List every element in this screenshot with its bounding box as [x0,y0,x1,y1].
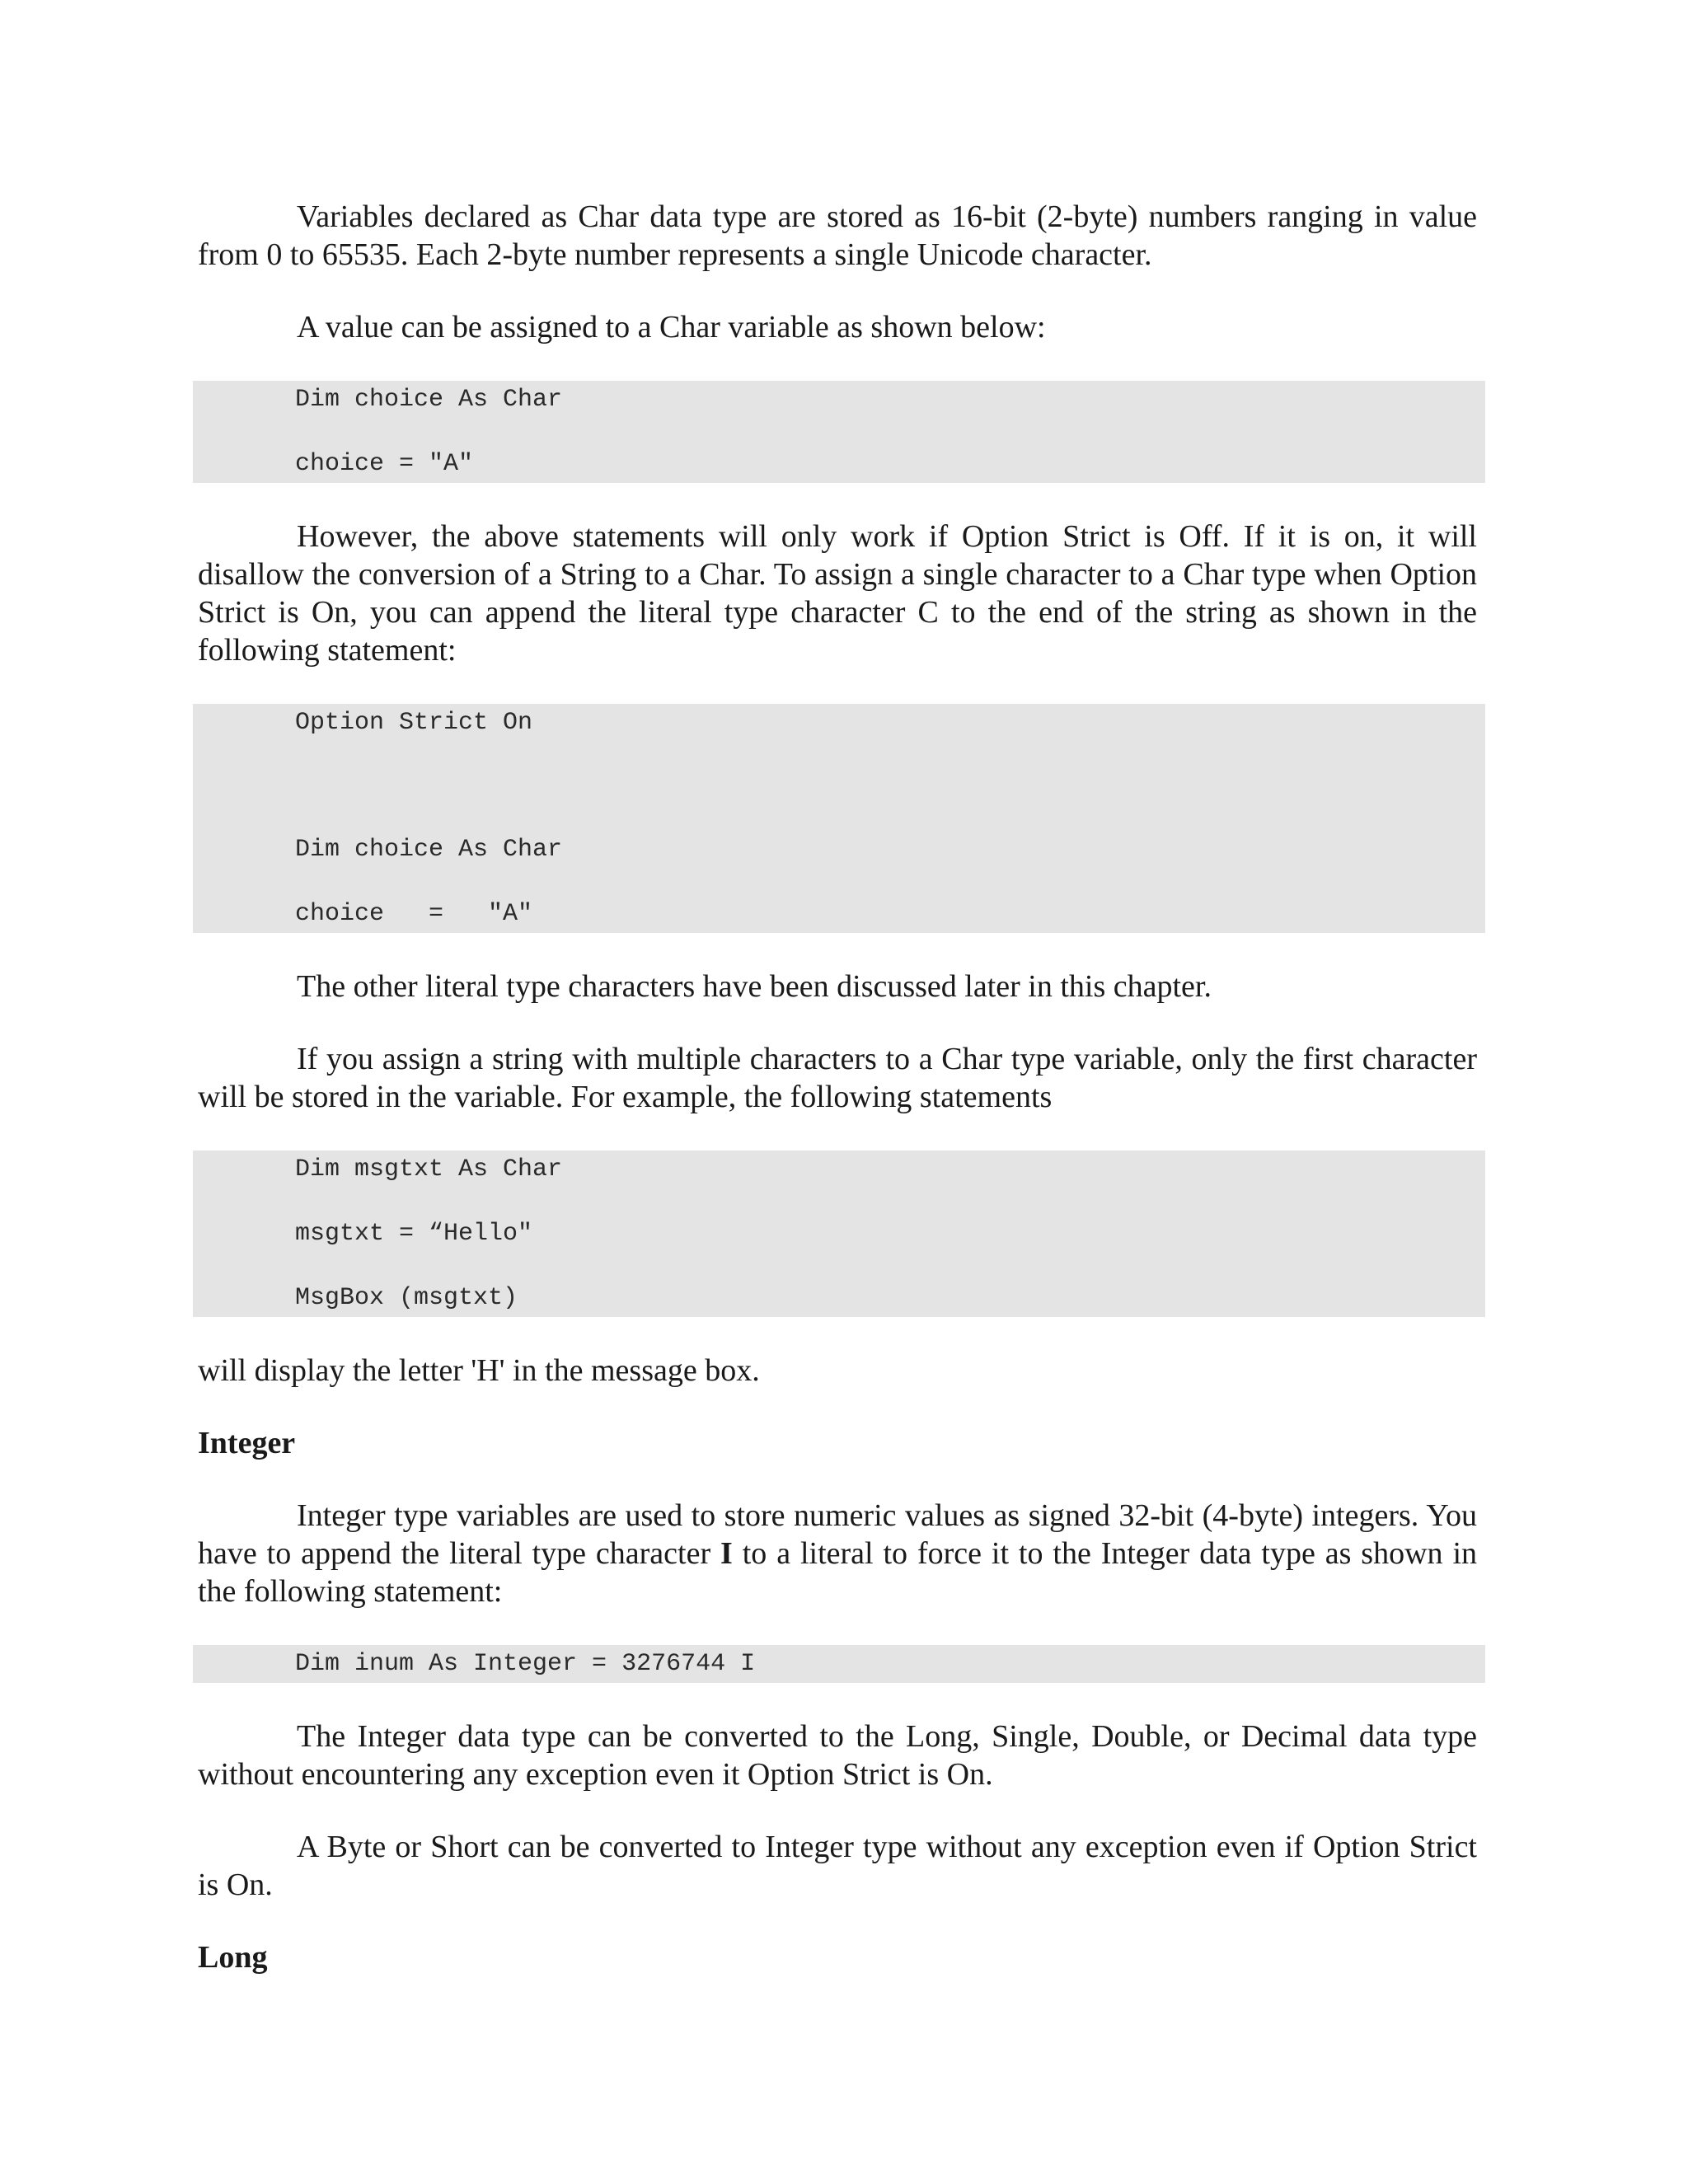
code-line: MsgBox (msgtxt) [295,1284,518,1312]
code-block-msgbox [193,1151,1485,1317]
paragraph-byte-short: A Byte or Short can be converted to Integer type without any exception even if Option Strict is On. [198,1830,1477,1902]
paragraph-integer-text-2: to a literal to force it to the Integer data type as shown in the following statement: [198,1536,1477,1609]
heading-integer: Integer [198,1426,296,1460]
code-line: Dim choice As Char [295,386,563,414]
literal-type-character: I [720,1536,733,1571]
code-line: Dim inum As Integer = 3276744 I [295,1650,756,1678]
paragraph-char-description: Variables declared as Char data type are stored as 16-bit (2-byte) numbers ranging in value from 0 to 65535. Each 2-byte number represents a single Unicode character. [198,199,1477,272]
code-line: Dim choice As Char [295,836,563,864]
paragraph-integer-text-1: Integer type variables are used to store numeric values as signed 32-bit (4-byte) integers. You have to append the literal type character [198,1498,1477,1571]
code-line: Option Strict On [295,709,533,737]
code-block-char-assign [193,381,1485,483]
paragraph-literal-types: The other literal type characters have been discussed later in this chapter. [297,969,1212,1004]
heading-long: Long [198,1940,268,1975]
paragraph-char-assign-intro: A value can be assigned to a Char variable as shown below: [297,310,1046,344]
code-line: msgtxt = “Hello" [295,1220,533,1248]
code-line: choice = "A" [295,900,533,928]
paragraph-integer-description [198,1497,1477,1610]
code-block-option-strict [193,704,1485,933]
code-block-integer [193,1645,1485,1683]
paragraph-multiple-chars: If you assign a string with multiple characters to a Char type variable, only the first character will be stored in the variable. For example, the following statements [198,1042,1477,1114]
paragraph-integer-conversion: The Integer data type can be converted to the Long, Single, Double, or Decimal data type without encountering any exception even it Option Strict is On. [198,1719,1477,1792]
paragraph-option-strict: However, the above statements will only work if Option Strict is Off. If it is on, it will disallow the conversion of a String to a Char. To assign a single character to a Char type when Option Strict is On, you can append the literal type character C to the end of the string as shown in the following statement: [198,519,1477,668]
code-line: Dim msgtxt As Char [295,1155,563,1183]
code-line: choice = "A" [295,450,474,478]
document-page [198,198,1477,1976]
paragraph-display-h: will display the letter 'H' in the message box. [198,1353,760,1388]
